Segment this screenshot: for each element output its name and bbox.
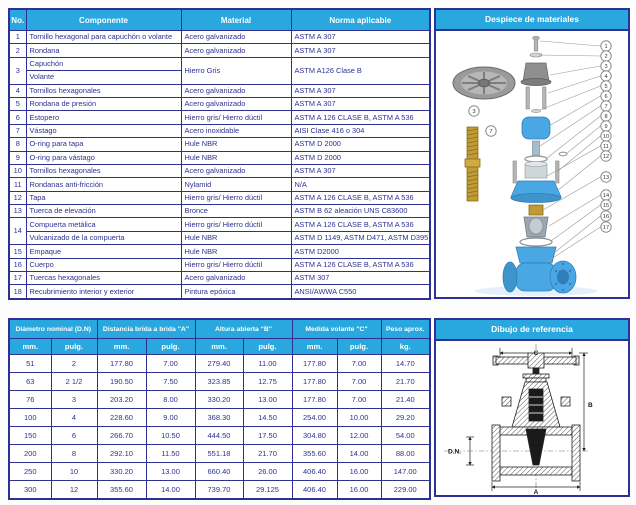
valve-section: [492, 353, 580, 481]
dimension-value: 3: [51, 391, 97, 409]
dimension-row: [9, 481, 430, 500]
component-row: [9, 178, 430, 191]
component-norm: ASTM A 307: [291, 84, 430, 97]
svg-text:16: 16: [602, 214, 610, 221]
dimension-value: 266.70: [97, 427, 146, 445]
dimension-value: 9.00: [146, 409, 195, 427]
component-norm: ANSI/AWWA C550: [291, 285, 430, 299]
dimensions-group-header: Diámetro nominal (D.N): [9, 319, 97, 339]
dimension-value: 7.50: [146, 373, 195, 391]
svg-text:17: 17: [602, 225, 610, 232]
component-row: [9, 205, 430, 218]
component-name: Tuercas hexagonales: [26, 272, 181, 285]
component-row: [9, 231, 430, 244]
dimension-value: 406.40: [292, 481, 337, 500]
svg-text:6: 6: [604, 94, 608, 101]
callout-15: [551, 200, 611, 241]
component-norm: ASTM D2000: [291, 245, 430, 258]
component-row: [9, 218, 430, 231]
dimension-value: 7.00: [337, 391, 381, 409]
component-norm: ASTM D 1149, ASTM D471, ASTM D395: [291, 231, 430, 244]
component-material: Hierro gris/ Hierro dúctil: [181, 258, 291, 271]
component-no: 8: [9, 138, 26, 151]
reference-panel-body: [436, 341, 628, 495]
component-no: 10: [9, 164, 26, 177]
component-name: Tuerca de elevación: [26, 205, 181, 218]
component-material: Hierro Gris: [181, 57, 291, 84]
dimension-value: 12: [51, 481, 97, 500]
dimension-value: 16.00: [337, 463, 381, 481]
dimension-value: 190.50: [97, 373, 146, 391]
component-no: 13: [9, 205, 26, 218]
component-no: 6: [9, 111, 26, 124]
dim-label-a: A: [533, 489, 539, 495]
component-no: 2: [9, 44, 26, 57]
dimension-value: 368.30: [195, 409, 243, 427]
dimension-value: 229.00: [381, 481, 430, 500]
component-material: Acero galvanizado: [181, 84, 291, 97]
component-no: 12: [9, 191, 26, 204]
dimensions-sub-header: pulg.: [51, 339, 97, 355]
dimension-value: 551.18: [195, 445, 243, 463]
component-norm: ASTM D 2000: [291, 151, 430, 164]
dimension-value: 10.50: [146, 427, 195, 445]
component-name: Vulcanizado de la compuerta: [26, 231, 181, 244]
dimensions-group-row: [9, 319, 430, 339]
svg-text:12: 12: [602, 154, 610, 161]
dimension-value: 304.80: [292, 427, 337, 445]
dimension-value: 444.50: [195, 427, 243, 445]
component-material: Hule NBR: [181, 231, 291, 244]
component-material: Acero galvanizado: [181, 272, 291, 285]
dimension-value: 21.70: [243, 445, 292, 463]
component-material: Acero inoxidable: [181, 124, 291, 137]
dimensions-group-header: Altura abierta "B": [195, 319, 292, 339]
dimension-value: 330.20: [195, 391, 243, 409]
dimensions-group-header: Distancia brida a brida "A": [97, 319, 195, 339]
component-material: Hule NBR: [181, 151, 291, 164]
component-no: 18: [9, 285, 26, 299]
stem-callout: 7: [489, 129, 493, 136]
dimensions-sub-header: pulg.: [337, 339, 381, 355]
component-row: [9, 258, 430, 271]
callout-17: [548, 222, 611, 261]
dimension-value: 88.00: [381, 445, 430, 463]
svg-text:15: 15: [602, 203, 610, 210]
reference-panel-title: Dibujo de referencia: [436, 320, 628, 341]
dimensions-group-header: Peso aprox.: [381, 319, 430, 339]
callouts: [539, 41, 611, 261]
dimension-value: 292.10: [97, 445, 146, 463]
callout-12: [557, 151, 611, 191]
component-name: Rondanas anti-fricción: [26, 178, 181, 191]
dimension-value: 177.80: [292, 373, 337, 391]
component-norm: ASTM A 126 CLASE B, ASTM A 536: [291, 111, 430, 124]
component-row: [9, 272, 430, 285]
dimension-value: 12.75: [243, 373, 292, 391]
component-material: Hule NBR: [181, 245, 291, 258]
component-norm: ASTM B 62 aleación UNS C83600: [291, 205, 430, 218]
component-name: Tornillos hexagonales: [26, 84, 181, 97]
dimension-value: 21.40: [381, 391, 430, 409]
component-row: [9, 164, 430, 177]
component-name: Vástago: [26, 124, 181, 137]
stem: [465, 126, 496, 201]
components-header-row: [9, 9, 430, 31]
dimension-value: 177.80: [292, 355, 337, 373]
component-name: Estopero: [26, 111, 181, 124]
dimension-value: 14.00: [337, 445, 381, 463]
svg-text:1: 1: [604, 44, 608, 51]
dimension-value: 254.00: [292, 409, 337, 427]
component-norm: ASTM D 2000: [291, 138, 430, 151]
dimensions-sub-header: mm.: [9, 339, 51, 355]
dimensions-sub-header: mm.: [195, 339, 243, 355]
component-row: [9, 31, 430, 44]
dimension-value: 7.00: [337, 373, 381, 391]
component-no: 16: [9, 258, 26, 271]
components-header-componente: Componente: [26, 9, 181, 31]
dimension-b: [579, 353, 593, 451]
dimension-value: 29.20: [381, 409, 430, 427]
component-row: [9, 84, 430, 97]
explode-panel-body: [436, 31, 628, 297]
dimension-value: 2 1/2: [51, 373, 97, 391]
dimensions-tbody: [9, 355, 430, 500]
dimension-value: 177.80: [97, 355, 146, 373]
dimension-value: 406.40: [292, 463, 337, 481]
dimension-row: [9, 391, 430, 409]
callout-16: [554, 211, 611, 253]
components-header-no: No.: [9, 9, 26, 31]
dimension-value: 330.20: [97, 463, 146, 481]
dimension-value: 12.00: [337, 427, 381, 445]
component-row: [9, 138, 430, 151]
component-no: 15: [9, 245, 26, 258]
dimension-value: 323.85: [195, 373, 243, 391]
component-row: [9, 97, 430, 110]
dimension-c: [500, 348, 572, 358]
component-material: Hierro gris/ Hierro dúctil: [181, 191, 291, 204]
dim-label-c: C: [533, 350, 539, 357]
explode-panel-title: Despiece de materiales: [436, 10, 628, 31]
component-row: [9, 191, 430, 204]
component-norm: AISI Clase 416 o 304: [291, 124, 430, 137]
component-norm: ASTM A 307: [291, 44, 430, 57]
component-no: 14: [9, 218, 26, 245]
component-row: [9, 285, 430, 299]
component-name: O-ring para tapa: [26, 138, 181, 151]
dimension-value: 355.60: [292, 445, 337, 463]
explode-panel: [434, 8, 630, 299]
component-material: Hierro gris/ Hierro dúctil: [181, 111, 291, 124]
exploded-diagram: [436, 31, 628, 297]
dimension-value: 13.00: [146, 463, 195, 481]
component-row: [9, 124, 430, 137]
dimension-value: 250: [9, 463, 51, 481]
component-name: Tornillos hexagonales: [26, 164, 181, 177]
dimension-row: [9, 409, 430, 427]
svg-text:2: 2: [604, 54, 608, 61]
dimensions-sub-header: mm.: [97, 339, 146, 355]
svg-text:10: 10: [602, 134, 610, 141]
dimension-value: 177.80: [292, 391, 337, 409]
component-norm: ASTM 307: [291, 272, 430, 285]
dimension-value: 2: [51, 355, 97, 373]
component-row: [9, 151, 430, 164]
callout-1: [540, 41, 611, 51]
dimensions-sub-header: pulg.: [146, 339, 195, 355]
component-name: Tapa: [26, 191, 181, 204]
component-no: 11: [9, 178, 26, 191]
svg-text:7: 7: [604, 104, 608, 111]
dimension-value: 14.70: [381, 355, 430, 373]
components-header-material: Material: [181, 9, 291, 31]
dimension-row: [9, 355, 430, 373]
reference-panel: [434, 318, 630, 497]
svg-text:13: 13: [602, 175, 610, 182]
component-norm: ASTM A 307: [291, 164, 430, 177]
component-material: Acero galvanizado: [181, 164, 291, 177]
dimension-value: 100: [9, 409, 51, 427]
component-no: 5: [9, 97, 26, 110]
dimension-value: 355.60: [97, 481, 146, 500]
dimensions-sub-header: mm.: [292, 339, 337, 355]
svg-text:9: 9: [604, 124, 608, 131]
dimension-value: 7.00: [146, 355, 195, 373]
dimension-value: 228.60: [97, 409, 146, 427]
svg-text:8: 8: [604, 114, 608, 121]
dimension-value: 8: [51, 445, 97, 463]
component-norm: ASTM A 126 CLASE B, ASTM A 536: [291, 218, 430, 231]
reference-drawing: [436, 341, 628, 495]
component-name: Empaque: [26, 245, 181, 258]
component-norm: ASTM A 126 CLASE B, ASTM A 536: [291, 258, 430, 271]
callout-7: [540, 101, 611, 146]
dimensions-sub-header: kg.: [381, 339, 430, 355]
dimension-value: 10: [51, 463, 97, 481]
dimension-value: 63: [9, 373, 51, 391]
dimensions-sub-header: pulg.: [243, 339, 292, 355]
dimension-value: 4: [51, 409, 97, 427]
dimension-value: 739.70: [195, 481, 243, 500]
component-norm: N/A: [291, 178, 430, 191]
dimension-value: 8.00: [146, 391, 195, 409]
dimension-value: 150: [9, 427, 51, 445]
component-no: 9: [9, 151, 26, 164]
component-material: Acero galvanizado: [181, 44, 291, 57]
component-name: O-ring para vástago: [26, 151, 181, 164]
dimension-value: 300: [9, 481, 51, 500]
components-table: [8, 8, 431, 300]
component-name: Volante: [26, 71, 181, 84]
component-norm: ASTM A 126 CLASE B, ASTM A 536: [291, 191, 430, 204]
component-row: [9, 245, 430, 258]
components-header-norma: Norma aplicable: [291, 9, 430, 31]
svg-text:5: 5: [604, 84, 608, 91]
component-name: Cuerpo: [26, 258, 181, 271]
dimension-value: 26.00: [243, 463, 292, 481]
svg-text:3: 3: [604, 64, 608, 71]
component-no: 3: [9, 57, 26, 84]
dim-label-b: B: [588, 402, 593, 409]
component-material: Acero galvanizado: [181, 97, 291, 110]
component-no: 4: [9, 84, 26, 97]
component-no: 1: [9, 31, 26, 44]
component-no: 7: [9, 124, 26, 137]
dimensions-sub-row: [9, 339, 430, 355]
dim-label-dn: D.N.: [448, 448, 461, 456]
dimensions-table: [8, 318, 431, 500]
component-material: Hule NBR: [181, 138, 291, 151]
exploded-stack: [503, 36, 576, 293]
dimension-value: 147.00: [381, 463, 430, 481]
dimension-value: 203.20: [97, 391, 146, 409]
svg-text:14: 14: [602, 193, 610, 200]
component-name: Compuerta metálica: [26, 218, 181, 231]
dimension-value: 17.50: [243, 427, 292, 445]
dimension-value: 10.00: [337, 409, 381, 427]
dimension-value: 14.50: [243, 409, 292, 427]
handwheel-icon: [453, 67, 515, 116]
component-material: Nylamid: [181, 178, 291, 191]
dimension-row: [9, 445, 430, 463]
components-tbody: [9, 31, 430, 299]
dimension-value: 29.125: [243, 481, 292, 500]
dimension-value: 200: [9, 445, 51, 463]
component-material: Acero galvanizado: [181, 31, 291, 44]
dimension-value: 660.40: [195, 463, 243, 481]
component-norm: ASTM A 307: [291, 31, 430, 44]
dimension-value: 14.00: [146, 481, 195, 500]
dimension-row: [9, 463, 430, 481]
dimension-value: 279.40: [195, 355, 243, 373]
dimension-value: 21.70: [381, 373, 430, 391]
component-row: [9, 111, 430, 124]
component-material: Pintura epóxica: [181, 285, 291, 299]
callout-2: [539, 51, 611, 61]
dimension-value: 51: [9, 355, 51, 373]
dimension-value: 6: [51, 427, 97, 445]
svg-text:11: 11: [603, 144, 609, 151]
component-row: [9, 57, 430, 70]
component-no: 17: [9, 272, 26, 285]
component-name: Rondana: [26, 44, 181, 57]
component-norm: ASTM A 307: [291, 97, 430, 110]
dimension-row: [9, 427, 430, 445]
dimension-value: 54.00: [381, 427, 430, 445]
component-norm: ASTM A126 Clase B: [291, 57, 430, 84]
component-row: [9, 44, 430, 57]
dimension-value: 76: [9, 391, 51, 409]
dimension-value: 11.00: [243, 355, 292, 373]
component-material: Hierro gris/ Hierro dúctil: [181, 218, 291, 231]
component-name: Recubrimiento interior y exterior: [26, 285, 181, 299]
dimension-row: [9, 373, 430, 391]
component-name: Tornillo hexagonal para capuchón o volante: [26, 31, 181, 44]
dimension-value: 16.00: [337, 481, 381, 500]
dimension-value: 11.50: [146, 445, 195, 463]
component-name: Rondana de presión: [26, 97, 181, 110]
dimension-value: 7.00: [337, 355, 381, 373]
handwheel-callout: 3: [472, 109, 476, 116]
component-material: Bronce: [181, 205, 291, 218]
component-name: Capuchón: [26, 57, 181, 70]
dimension-value: 13.00: [243, 391, 292, 409]
svg-text:4: 4: [604, 74, 608, 81]
dimensions-group-header: Medida volante "C": [292, 319, 381, 339]
